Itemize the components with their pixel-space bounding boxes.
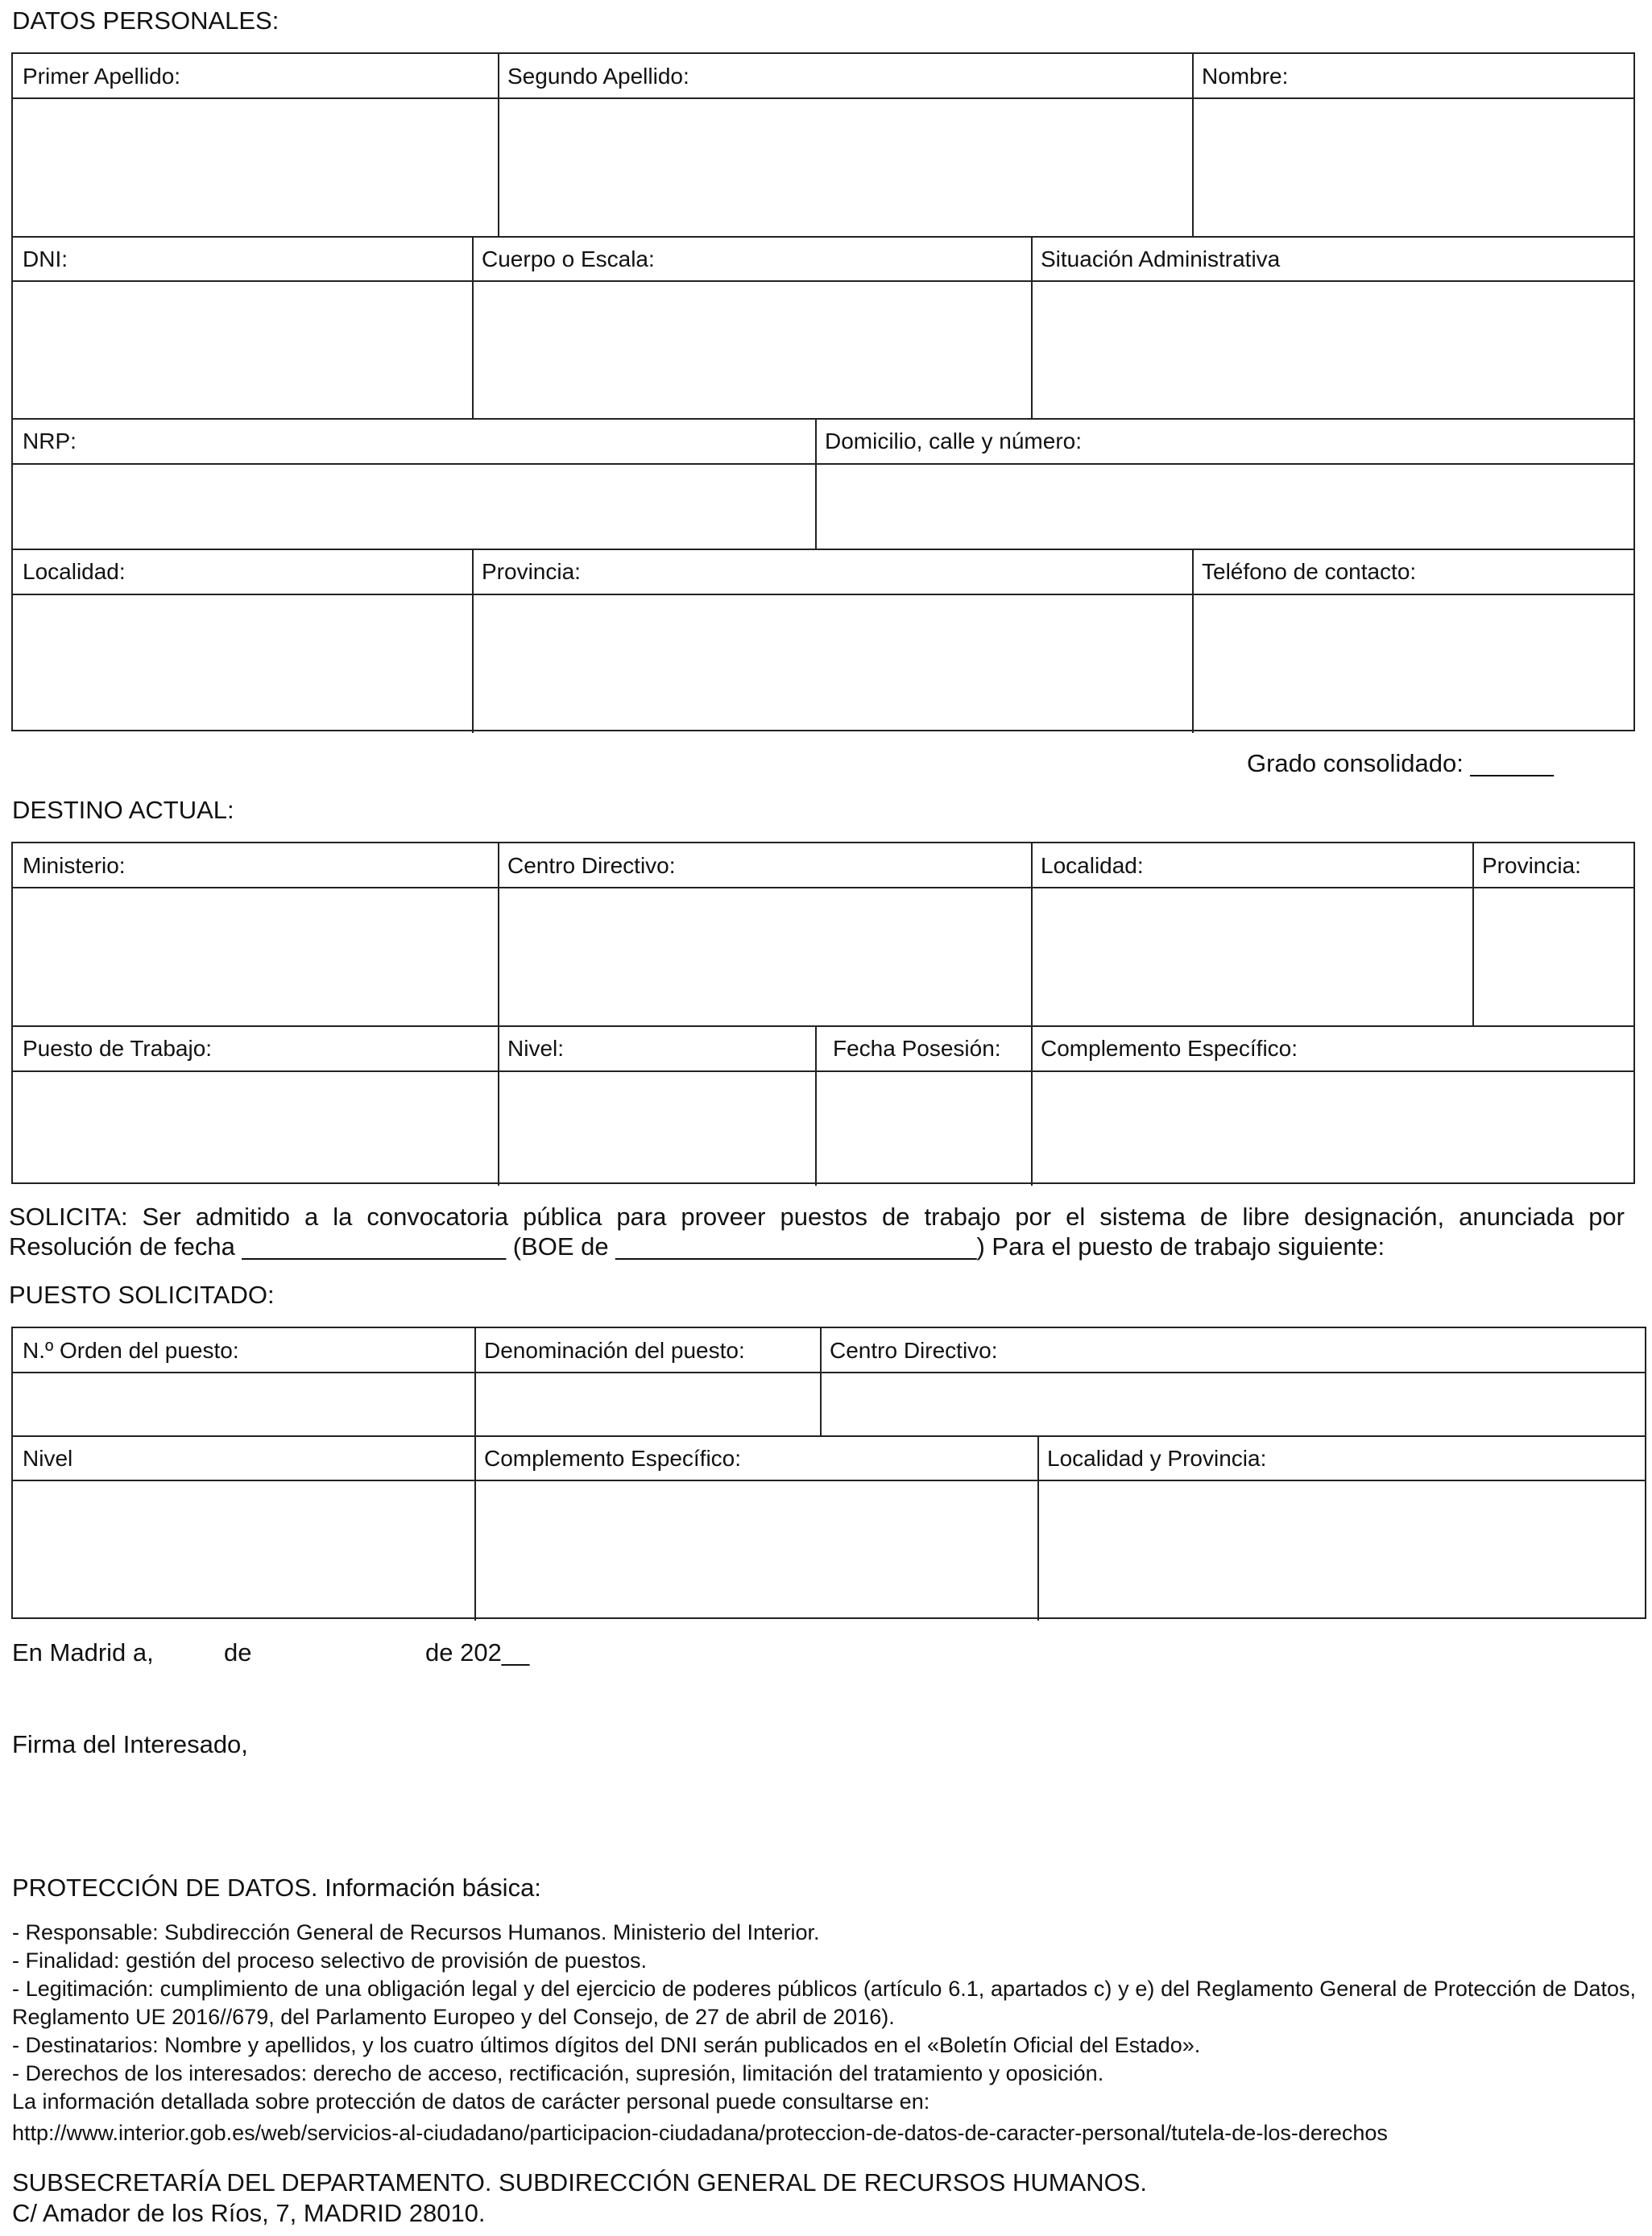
proteccion-responsable: - Responsable: Subdirección General de Recursos Humanos. Ministerio del Interior. [12,1920,820,1944]
proteccion-info: La información detallada sobre protección de datos de carácter personal puede consultarse en: [12,2089,930,2114]
proteccion-info-block [12,1919,1636,2116]
label-situacion-administrativa: Situación Administrativa [1041,246,1281,271]
label-nombre: Nombre: [1202,64,1289,89]
label-primer-apellido: Primer Apellido: [23,64,181,89]
label-telefono: Teléfono de contacto: [1202,559,1417,584]
nrp-field[interactable] [13,465,814,547]
fecha-de-mes: de [224,1638,252,1667]
localidad-destino-field[interactable] [1033,888,1471,1024]
puesto-table [11,1327,1646,1619]
fecha-en-madrid: En Madrid a, [12,1638,154,1667]
ministerio-field[interactable] [13,888,496,1024]
destino-table [11,842,1635,1184]
label-centro-directivo-puesto: Centro Directivo: [830,1338,998,1363]
proteccion-derechos: - Derechos de los interesados: derecho de acceso, rectificación, supresión, limitación del tratamiento y oposición. [12,2061,1104,2085]
label-denominacion-puesto: Denominación del puesto: [484,1338,745,1363]
fecha-posesion-field[interactable] [817,1072,1029,1182]
section-title-destino: DESTINO ACTUAL: [12,796,234,824]
footer-department: SUBSECRETARÍA DEL DEPARTAMENTO. SUBDIRECCIÓN GENERAL DE RECURSOS HUMANOS. [12,2168,1148,2197]
grado-consolidado: Grado consolidado: ______ [1247,749,1554,777]
label-fecha-posesion: Fecha Posesión: [833,1036,1001,1061]
orden-puesto-field[interactable] [13,1373,473,1434]
label-domicilio: Domicilio, calle y número: [825,429,1082,453]
label-provincia: Provincia: [482,559,581,584]
primer-apellido-field[interactable] [13,99,496,234]
cuerpo-escala-field[interactable] [474,282,1029,416]
localidad-field[interactable] [13,595,470,730]
label-cuerpo-escala: Cuerpo o Escala: [482,246,655,271]
denominacion-puesto-field[interactable] [476,1373,818,1434]
label-complemento-especifico: Complemento Específico: [1041,1036,1298,1061]
section-title-proteccion: PROTECCIÓN DE DATOS. Información básica: [12,1874,541,1902]
complemento-puesto-field[interactable] [476,1481,1036,1617]
label-complemento-puesto: Complemento Específico: [484,1446,742,1471]
label-localidad-provincia: Localidad y Provincia: [1047,1446,1267,1471]
proteccion-finalidad: - Finalidad: gestión del proceso selectivo de provisión de puestos. [12,1948,647,1973]
label-localidad: Localidad: [23,559,126,584]
label-centro-directivo: Centro Directivo: [507,853,676,878]
footer-address: C/ Amador de los Ríos, 7, MADRID 28010. [12,2199,486,2227]
situacion-administrativa-field[interactable] [1033,282,1633,416]
section-title-puesto: PUESTO SOLICITADO: [9,1281,275,1309]
telefono-field[interactable] [1194,595,1633,730]
centro-directivo-field[interactable] [499,888,1029,1024]
label-provincia-destino: Provincia: [1482,853,1581,878]
label-puesto-trabajo: Puesto de Trabajo: [23,1036,213,1061]
proteccion-legitimacion: - Legitimación: cumplimiento de una obligación legal y del ejercicio de poderes públicos (artículo 6.1, apartados c) y e) del Reglamento General de Protección de Datos, Reglamento UE 2016//679, del Parlamento Europeo y del Consejo, de 27 de abril de 2016). [12,1977,1636,2029]
label-segundo-apellido: Segundo Apellido: [507,64,689,89]
solicita-line-2: Resolución de fecha ___________________ (BOE de __________________________) Para el puesto de trabajo siguiente: [9,1232,1385,1261]
provincia-field[interactable] [474,595,1190,730]
proteccion-destinatarios: - Destinatarios: Nombre y apellidos, y los cuatro últimos dígitos del DNI serán publicados en el «Boletín Oficial del Estado». [12,2033,1201,2057]
section-title-personal: DATOS PERSONALES: [12,6,279,35]
label-ministerio: Ministerio: [23,853,126,878]
centro-directivo-puesto-field[interactable] [822,1373,1645,1434]
provincia-destino-field[interactable] [1474,888,1633,1024]
nivel-field[interactable] [499,1072,814,1182]
domicilio-field[interactable] [817,465,1633,547]
label-nivel-puesto: Nivel [23,1446,73,1471]
firma-interesado: Firma del Interesado, [12,1730,248,1758]
nivel-puesto-field[interactable] [13,1481,473,1617]
solicita-line-1: SOLICITA: Ser admitido a la convocatoria pública para proveer puestos de trabajo por el sistema de libre designación, anunciada por [9,1203,1625,1231]
dni-field[interactable] [13,282,470,416]
nombre-field[interactable] [1194,99,1633,234]
proteccion-url[interactable]: http://www.interior.gob.es/web/servicios-al-ciudadano/participacion-ciudadana/proteccion-de-datos-de-caracter-personal/tutela-de-los-derechos [12,2121,1388,2145]
label-dni: DNI: [23,246,68,271]
fecha-de-anio: de 202__ [425,1638,530,1667]
puesto-trabajo-field[interactable] [13,1072,496,1182]
label-nivel: Nivel: [507,1036,565,1061]
label-nrp: NRP: [23,429,77,453]
label-orden-puesto: N.º Orden del puesto: [23,1338,239,1363]
segundo-apellido-field[interactable] [499,99,1190,234]
label-localidad-destino: Localidad: [1041,853,1144,878]
personal-data-table [11,52,1635,731]
localidad-provincia-field[interactable] [1039,1481,1645,1617]
complemento-especifico-field[interactable] [1033,1072,1633,1182]
